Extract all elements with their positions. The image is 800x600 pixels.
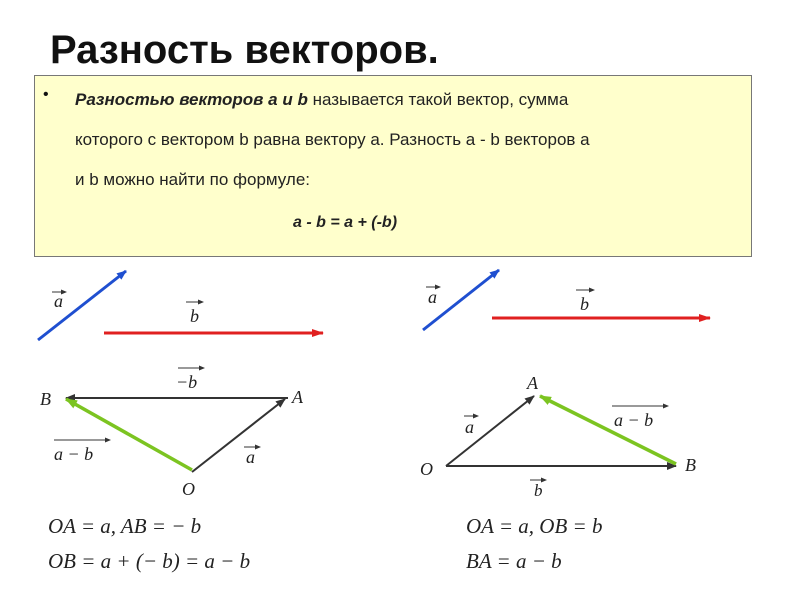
left-equation-2: OB = a + (− b) = a − b	[48, 549, 251, 573]
definition-line-2: которого с вектором b равна вектору a. Разность a - b векторов a	[75, 130, 590, 149]
left-point-b: B	[40, 389, 51, 409]
right-vector-a-label: a	[428, 287, 437, 307]
right-figure	[420, 270, 710, 573]
left-equation-1: OA = a, AB = − b	[48, 514, 202, 538]
right-segment-oa	[446, 396, 534, 466]
left-segment-oa	[192, 399, 285, 472]
definition-line-1-rest: называется такой вектор, сумма	[307, 90, 569, 109]
right-equation-1: OA = a, OB = b	[466, 514, 603, 538]
definition-lead: Разностью векторов a и b	[75, 90, 308, 109]
right-oa-label: a	[465, 417, 474, 437]
left-vector-a	[38, 271, 126, 340]
left-point-o: O	[182, 479, 195, 499]
left-diff-label: a − b	[54, 444, 94, 464]
difference-formula: a - b = a + (-b)	[293, 214, 398, 231]
bullet-marker: •	[43, 86, 49, 103]
left-oa-label: a	[246, 447, 255, 467]
right-point-a: A	[527, 373, 538, 393]
right-point-o: O	[420, 459, 433, 479]
left-figure	[38, 271, 323, 573]
right-equation-2: BA = a − b	[466, 549, 562, 573]
right-point-b: B	[685, 455, 696, 475]
right-diff-label: a − b	[614, 410, 654, 430]
right-vector-b-label: b	[580, 294, 589, 314]
left-vector-a-label: a	[54, 291, 63, 311]
right-ob-label: b	[534, 481, 543, 500]
definition-line-3: и b можно найти по формуле:	[75, 170, 311, 189]
left-point-a: A	[292, 387, 303, 407]
slide-title: Разность векторов.	[50, 28, 439, 72]
left-neg-b-label: −b	[176, 372, 198, 392]
left-vector-b-label: b	[190, 306, 199, 326]
